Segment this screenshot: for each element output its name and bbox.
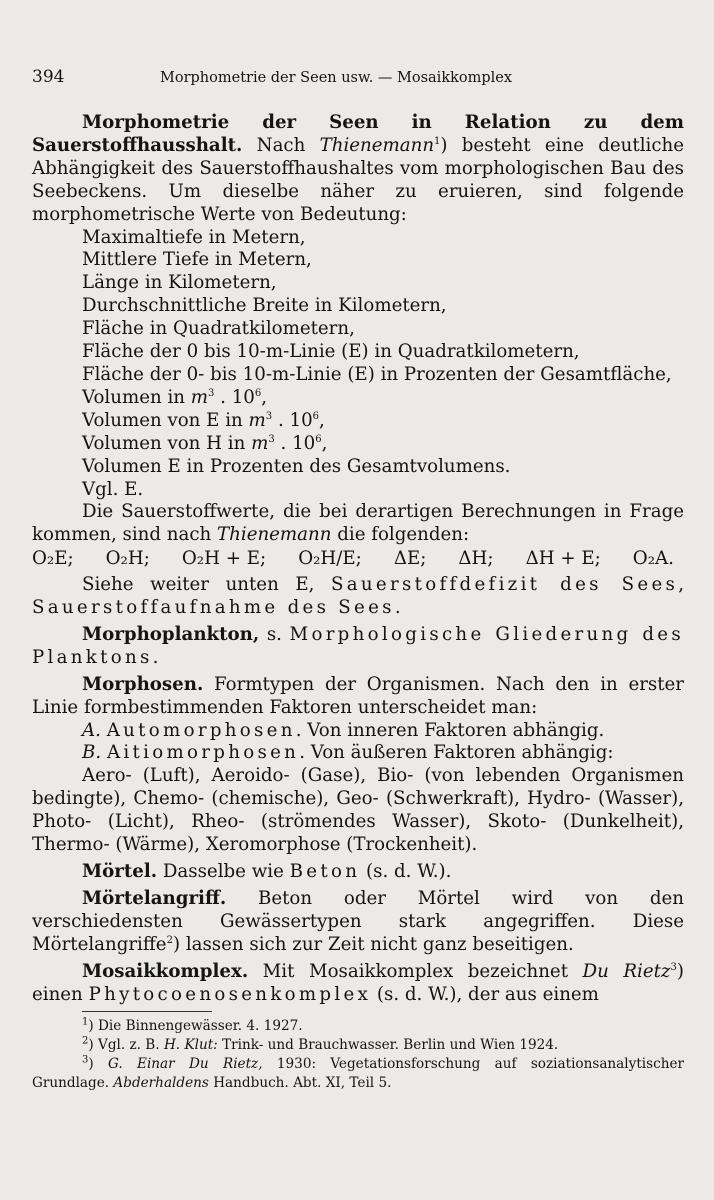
entry-title: Mosaikkomplex. <box>82 960 249 982</box>
footnote-text: Trink- und Brauchwasser. Berlin und Wien 1924. <box>217 1037 559 1054</box>
exponent: 3 <box>268 433 275 445</box>
footnote-text: 1930: Vegetationsforschung auf soziationsanalytischer Grundlage. <box>32 1056 685 1092</box>
footnote-author: Abderhaldens <box>113 1075 209 1092</box>
entry-text: Beton oder Mörtel wird von den verschiedensten Gewässertypen stark angegriffen. Diese Mörtelangriffe <box>32 887 684 955</box>
list-text: , <box>261 386 268 408</box>
entry-text: , <box>678 574 684 596</box>
entry-title: Morphoplankton, <box>82 623 260 645</box>
page-number: 394 <box>32 67 65 87</box>
exponent: 3 <box>265 410 273 422</box>
list-text: Volumen von H in <box>82 432 252 454</box>
exponent: 6 <box>315 433 322 445</box>
list-item <box>82 387 684 410</box>
entry-moertelangriff <box>32 888 684 957</box>
entry-text: Nach <box>242 134 320 156</box>
entry-text: Mit Mosaikkomplex bezeichnet <box>248 960 583 982</box>
list-text: . 10 <box>274 432 316 454</box>
entry-morphosen <box>32 674 684 720</box>
list-item: Vgl. E. <box>82 478 144 500</box>
formula-term: O₂A. <box>632 548 674 570</box>
entry-text: . <box>394 597 401 619</box>
list-item <box>82 433 684 456</box>
running-title: Morphometrie der Seen usw. — Mosaikkomplex <box>160 70 513 86</box>
value-list <box>82 227 684 502</box>
list-text: . 10 <box>272 409 313 431</box>
cross-reference: Sauerstoffaufnahme des Sees <box>32 597 395 619</box>
unit: m <box>251 432 269 454</box>
page-content <box>32 66 684 1093</box>
formula-term: O₂E; <box>32 548 74 570</box>
page-header <box>32 66 684 90</box>
cross-reference: Phytocoenosenkomplex <box>88 983 372 1005</box>
oxygen-formula-line <box>32 548 684 571</box>
footnote-number: 2 <box>82 1035 89 1047</box>
list-item: Volumen E in Prozenten des Gesamtvolumens. <box>82 455 511 477</box>
author-name: Thienemann <box>319 134 435 156</box>
see-also-paragraph <box>32 574 684 620</box>
entry-title: Morphosen. <box>82 673 204 695</box>
footnote-text: ) Die Binnengewässer. 4. 1927. <box>88 1018 303 1035</box>
footnote-number: 1 <box>82 1016 89 1028</box>
formula-term: ΔH; <box>458 548 494 570</box>
list-item: Fläche in Quadratkilometern, <box>82 318 355 340</box>
footnote-text: Handbuch. Abt. XI, Teil 5. <box>208 1075 392 1092</box>
exponent: 6 <box>254 387 262 399</box>
term: Aitiomorphosen <box>106 742 300 764</box>
formula-term: O₂H; <box>105 548 150 570</box>
footnote-number: 3 <box>82 1054 89 1066</box>
morphosen-type-a <box>32 720 684 743</box>
cross-reference: Beton <box>289 861 361 882</box>
list-text: . 10 <box>214 386 255 408</box>
footnote-rule <box>82 1011 212 1012</box>
entry-text: Die Sauerstoffwerte, die bei derartigen Berechnungen in Frage kommen, sind nach <box>32 501 684 546</box>
unit: m <box>248 409 266 431</box>
footnote <box>32 1036 684 1055</box>
list-item: Länge in Kilometern, <box>82 272 277 294</box>
formula-term: O₂H + E; <box>181 548 267 570</box>
entry-title: Mörtelangriff. <box>82 887 227 909</box>
term: Automorphosen <box>106 719 296 741</box>
list-text: Volumen in <box>82 386 191 408</box>
entry-morphometrie <box>32 112 684 227</box>
footnote-ref: 2 <box>166 934 173 946</box>
entry-morphoplankton <box>32 624 684 670</box>
entry-text: . <box>152 646 159 668</box>
entry-title: Mörtel. <box>82 861 158 882</box>
entry-text: . Von äußeren Faktoren abhängig: <box>299 742 614 764</box>
formula-term: O₂H/E; <box>298 548 362 570</box>
list-text: , <box>319 409 325 431</box>
entry-text: die folgenden: <box>331 524 470 546</box>
entry-text: ) einen <box>32 960 684 1005</box>
footnote <box>32 1017 684 1036</box>
oxygen-values-paragraph <box>32 501 684 547</box>
exponent: 6 <box>312 410 320 422</box>
entry-text: ) besteht eine deutliche Abhängigkeit des Sauerstoffhaushaltes vom morphologischen Bau des Seebeckens. Um dieselbe näher zu eruieren, sind folgende morphometrische Werte von Bedeutung: <box>32 134 684 225</box>
entry-text: Dasselbe wie <box>157 861 290 882</box>
list-item <box>82 410 684 433</box>
entry-text: (s. d. W.), der aus einem <box>371 983 599 1005</box>
footnote-ref: 3 <box>670 961 677 973</box>
footnote <box>32 1055 684 1093</box>
footnote-text: ) <box>88 1056 109 1073</box>
entry-title: Morphometrie der Seen in Relation zu dem Sauerstoffhausshalt. <box>32 112 684 156</box>
footnote-text: ) Vgl. z. B. <box>88 1037 164 1054</box>
formula-term: ΔE; <box>393 548 427 570</box>
cross-reference: Morphologische Gliederung des Planktons <box>32 623 684 668</box>
formula-term: ΔH + E; <box>525 548 601 570</box>
author-name: Du Rietz <box>582 960 671 982</box>
entry-moertel <box>32 861 684 884</box>
list-item: Durchschnittliche Breite in Kilometern, <box>82 295 447 317</box>
author-name: Thienemann <box>217 524 332 546</box>
entry-mosaikkomplex <box>32 961 684 1007</box>
unit: m <box>190 386 209 408</box>
footnote-ref: 1 <box>434 135 441 147</box>
cross-reference: Sauerstoffdefizit des Sees <box>331 574 679 596</box>
entry-text: s. <box>259 623 290 645</box>
list-item: Maximaltiefe in Metern, <box>82 226 306 248</box>
morphosen-type-b-list: Aero- (Luft), Aeroido- (Gase), Bio- (von lebenden Organismen bedingte), Chemo- (chemische), Geo- (Schwerkraft), Hydro- (Wasser), Photo- (Licht), Rheo- (strömendes Wasser), Skoto- (Dunkelheit), Thermo- (Wärme), Xeromorphose (Trockenheit). <box>32 765 684 856</box>
footnote-author: G. Einar Du Rietz, <box>108 1056 263 1073</box>
entry-text: Siehe weiter unten E, <box>82 574 331 596</box>
entry-text: Formtypen der Organismen. Nach den in erster Linie formbestimmenden Faktoren unterscheidet man: <box>32 673 684 718</box>
list-item: Fläche der 0- bis 10-m-Linie (E) in Prozenten der Gesamtfläche, <box>82 363 672 385</box>
item-label: B. <box>82 742 102 764</box>
list-item: Fläche der 0 bis 10-m-Linie (E) in Quadratkilometern, <box>82 341 580 363</box>
exponent: 3 <box>208 387 215 399</box>
entry-text: . Von inneren Faktoren abhängig. <box>295 719 605 741</box>
morphosen-type-b <box>32 742 684 765</box>
list-text: , <box>321 432 328 454</box>
entry-text: ) lassen sich zur Zeit nicht ganz beseitigen. <box>172 933 574 955</box>
item-label: A. <box>82 719 101 741</box>
list-text: Volumen von E in <box>82 409 249 431</box>
list-item: Mittlere Tiefe in Metern, <box>82 249 312 271</box>
entry-text: (s. d. W.). <box>360 861 452 882</box>
footnote-author: H. Klut: <box>163 1037 218 1054</box>
